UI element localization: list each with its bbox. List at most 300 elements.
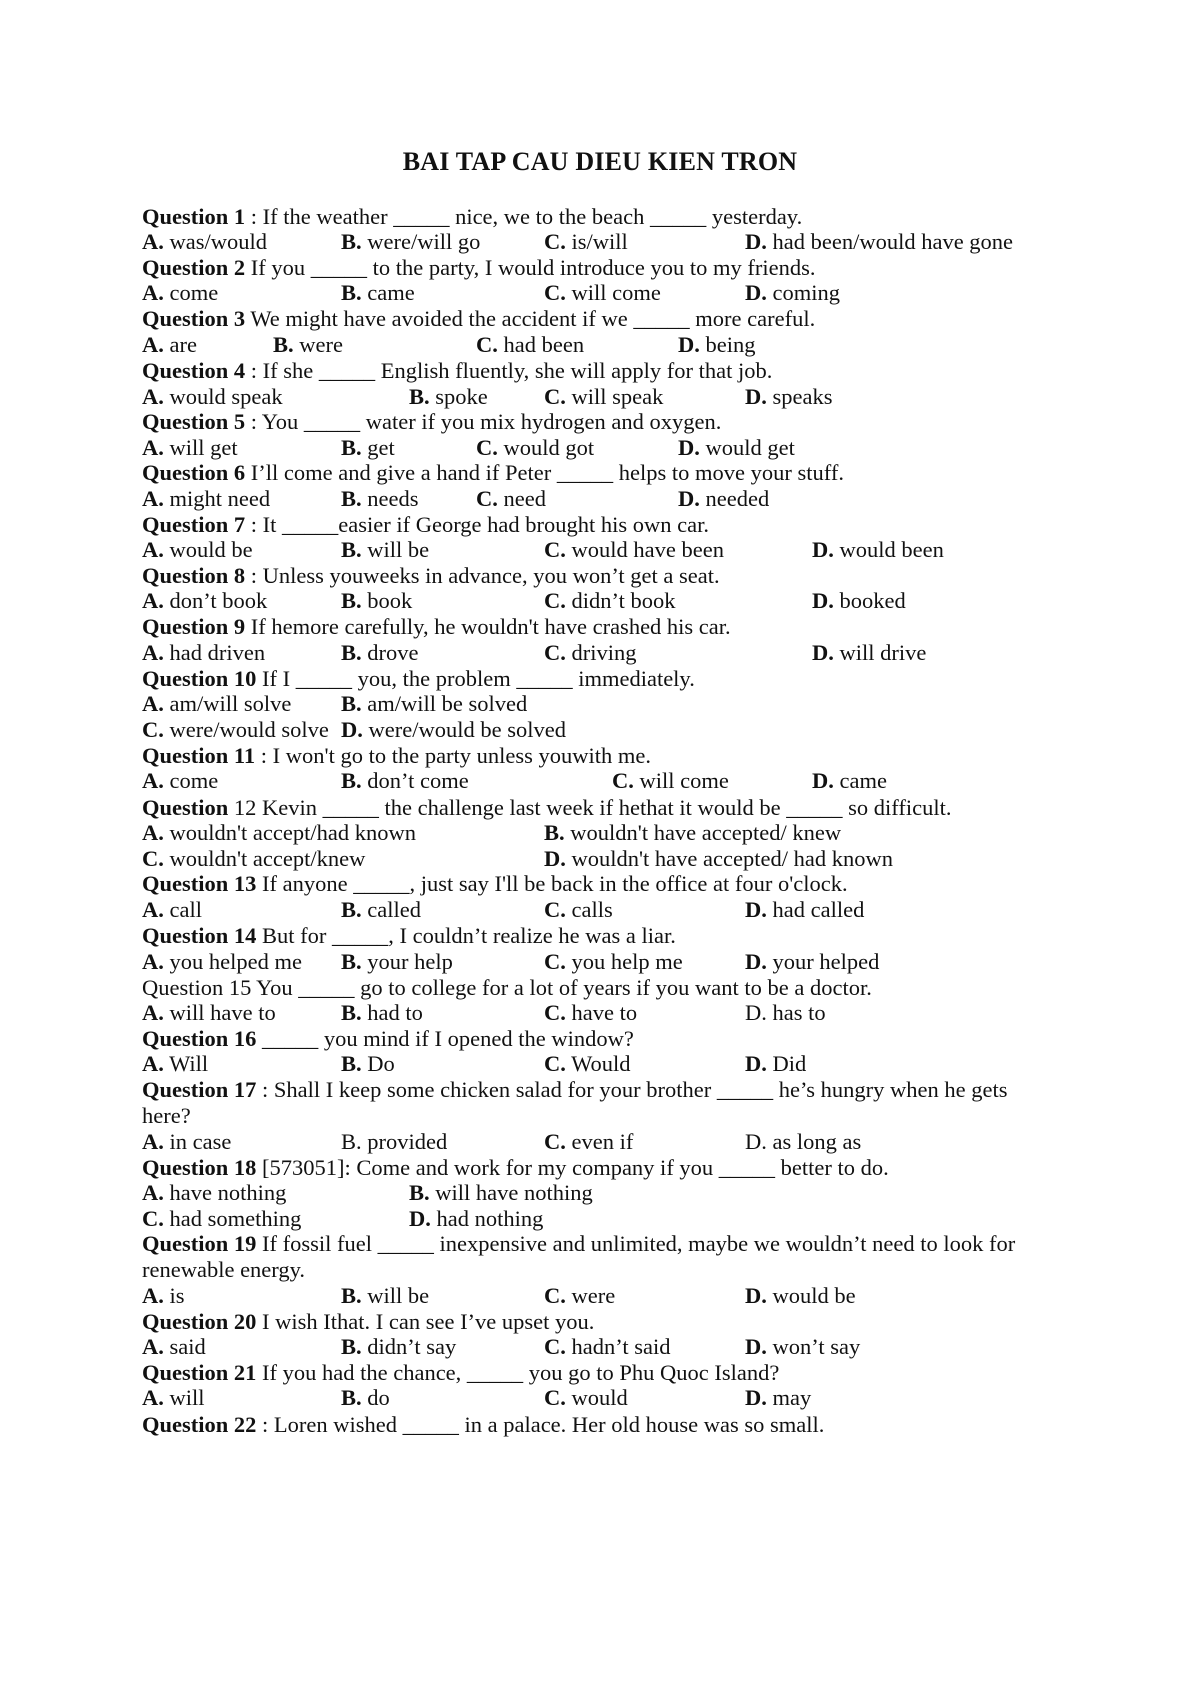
option-letter: A. (142, 486, 164, 511)
answer-option[interactable] (544, 897, 613, 923)
answer-option[interactable] (142, 1051, 208, 1077)
question-label: Question 9 (142, 614, 246, 639)
option-text: spoke (429, 384, 488, 409)
option-letter: B. (341, 897, 362, 922)
option-letter: D. (544, 846, 566, 871)
question-label: Question 8 (142, 563, 246, 588)
question-label: Question (142, 795, 229, 820)
option-letter: D. (745, 229, 767, 254)
option-text: had something (163, 1206, 302, 1231)
option-letter: C. (544, 1000, 566, 1025)
option-text: your helped (766, 949, 880, 974)
answer-option[interactable] (142, 691, 291, 717)
option-letter: C. (544, 1334, 566, 1359)
option-letter: A. (142, 1283, 164, 1308)
option-letter: D. (678, 435, 700, 460)
answer-option[interactable] (341, 1051, 395, 1077)
question-stem (142, 563, 720, 589)
answer-option[interactable] (812, 640, 926, 666)
option-letter: A. (142, 435, 164, 460)
question-stem (142, 975, 872, 1001)
option-text: wouldn't accept/had known (163, 820, 416, 845)
answer-option[interactable] (341, 229, 480, 255)
option-text: had to (361, 1000, 423, 1025)
question-text: : If she _____ English fluently, she will apply for that job. (245, 358, 773, 383)
question-stem (142, 1026, 634, 1052)
option-text: driving (565, 640, 637, 665)
option-text: wouldn't have accepted/ had known (565, 846, 893, 871)
option-text: your help (361, 949, 453, 974)
option-letter: A. (142, 588, 164, 613)
option-text: would speak (163, 384, 283, 409)
option-text: had been/would have gone (766, 229, 1014, 254)
option-text: needed (699, 486, 770, 511)
answer-option[interactable] (142, 280, 218, 306)
option-letter: B. (544, 820, 565, 845)
answer-option[interactable] (812, 588, 906, 614)
question-label: Question 6 (142, 460, 246, 485)
option-letter: D. (745, 1334, 767, 1359)
option-letter: B. (341, 1385, 362, 1410)
question-text: If anyone _____, just say I'll be back in the office at four o'clock. (256, 871, 848, 896)
option-letter: D. (678, 332, 700, 357)
option-text: would be (163, 537, 253, 562)
option-text: would get (699, 435, 795, 460)
option-text: didn’t book (565, 588, 676, 613)
option-letter: D. (678, 486, 700, 511)
question-stem (142, 255, 815, 281)
option-letter: B. (341, 486, 362, 511)
option-text: hadn’t said (565, 1334, 671, 1359)
option-letter: D. (745, 1385, 767, 1410)
option-text: had called (766, 897, 865, 922)
option-text: would have been (565, 537, 724, 562)
option-letter: A. (142, 1129, 164, 1154)
answer-option[interactable] (142, 1000, 276, 1026)
question-text: I’ll come and give a hand if Peter _____ helps to move your stuff. (245, 460, 844, 485)
option-letter: C. (544, 280, 566, 305)
answer-option[interactable] (341, 435, 395, 461)
answer-option[interactable] (745, 1051, 806, 1077)
option-text: will be (361, 537, 430, 562)
option-text: wouldn't have accepted/ knew (564, 820, 842, 845)
answer-option[interactable] (142, 486, 270, 512)
question-label: Question 4 (142, 358, 246, 383)
option-letter: D. (745, 1283, 767, 1308)
answer-option[interactable] (678, 435, 795, 461)
option-letter: B. (341, 691, 362, 716)
question-label: Question 22 (142, 1412, 257, 1437)
answer-option[interactable] (142, 435, 238, 461)
answer-option[interactable] (142, 229, 267, 255)
option-letter: B. (409, 1180, 430, 1205)
answer-option[interactable] (341, 1283, 429, 1309)
option-letter: C. (142, 1206, 164, 1231)
answer-option[interactable] (476, 486, 546, 512)
answer-option[interactable] (142, 1206, 301, 1232)
option-text: would been (833, 537, 944, 562)
question-label: Question 3 (142, 306, 246, 331)
question-number: 12 (228, 795, 257, 820)
option-letter: C. (544, 384, 566, 409)
option-letter: C. (476, 332, 498, 357)
option-letter: D. (812, 537, 834, 562)
option-text: were/would solve (163, 717, 329, 742)
question-text: I wish Ithat. I can see I’ve upset you. (256, 1309, 595, 1334)
option-text: would got (497, 435, 595, 460)
question-stem (142, 358, 772, 384)
answer-option[interactable] (341, 486, 419, 512)
option-letter: A. (142, 1180, 164, 1205)
answer-option[interactable] (544, 640, 637, 666)
option-letter: A. (142, 949, 164, 974)
option-text: am/will be solved (361, 691, 528, 716)
option-text: is/will (565, 229, 628, 254)
answer-option[interactable] (745, 1129, 861, 1155)
answer-option[interactable] (341, 949, 453, 975)
answer-option[interactable] (341, 768, 469, 794)
question-label: Question 17 (142, 1077, 257, 1102)
answer-option[interactable] (142, 1283, 185, 1309)
question-stem (142, 1309, 594, 1335)
option-text: said (163, 1334, 206, 1359)
answer-option[interactable] (745, 1385, 811, 1411)
answer-option[interactable] (142, 768, 218, 794)
option-letter: C. (544, 949, 566, 974)
option-letter: A. (142, 820, 164, 845)
answer-option[interactable] (745, 1334, 860, 1360)
option-text: B. provided (341, 1129, 448, 1154)
option-letter: B. (341, 1283, 362, 1308)
option-text: would (565, 1385, 628, 1410)
option-text: call (163, 897, 202, 922)
option-text: speaks (766, 384, 833, 409)
answer-option[interactable] (341, 1000, 423, 1026)
option-letter: A. (142, 280, 164, 305)
option-letter: A. (142, 384, 164, 409)
question-stem (142, 1231, 1015, 1257)
option-letter: D. (745, 384, 767, 409)
answer-option[interactable] (612, 768, 729, 794)
answer-option[interactable] (341, 897, 421, 923)
option-letter: B. (341, 537, 362, 562)
question-text: Question 15 You _____ go to college for a lot of years if you want to be a doctor. (142, 975, 872, 1000)
option-letter: C. (544, 1129, 566, 1154)
answer-option[interactable] (544, 949, 683, 975)
answer-option[interactable] (678, 486, 769, 512)
answer-option[interactable] (544, 229, 628, 255)
question-stem (142, 1412, 824, 1438)
answer-option[interactable] (341, 537, 429, 563)
answer-option[interactable] (142, 537, 253, 563)
option-letter: C. (544, 1385, 566, 1410)
question-text: : You _____ water if you mix hydrogen and oxygen. (245, 409, 722, 434)
answer-option[interactable] (544, 588, 675, 614)
question-text: : I won't go to the party unless youwith me. (255, 743, 652, 768)
question-text: : Loren wished _____ in a palace. Her old house was so small. (256, 1412, 825, 1437)
answer-option[interactable] (142, 846, 365, 872)
option-text: came (833, 768, 887, 793)
question-label: Question 7 (142, 512, 246, 537)
answer-option[interactable] (745, 384, 833, 410)
option-letter: A. (142, 229, 164, 254)
answer-option[interactable] (409, 384, 488, 410)
option-text: don’t come (361, 768, 469, 793)
question-label: Question 2 (142, 255, 246, 280)
option-letter: B. (341, 1000, 362, 1025)
answer-option[interactable] (273, 332, 343, 358)
answer-option[interactable] (142, 1385, 205, 1411)
question-stem (142, 204, 802, 230)
answer-option[interactable] (544, 846, 893, 872)
answer-option[interactable] (341, 588, 412, 614)
option-text: called (361, 897, 421, 922)
option-text: book (361, 588, 413, 613)
option-letter: A. (142, 537, 164, 562)
answer-option[interactable] (544, 280, 661, 306)
answer-option[interactable] (812, 768, 887, 794)
option-letter: A. (142, 897, 164, 922)
option-letter: C. (544, 537, 566, 562)
option-letter: B. (341, 588, 362, 613)
option-letter: B. (273, 332, 294, 357)
answer-option[interactable] (341, 640, 419, 666)
question-stem (142, 743, 651, 769)
option-letter: C. (612, 768, 634, 793)
option-letter: B. (341, 280, 362, 305)
option-text: D. has to (745, 1000, 826, 1025)
option-letter: C. (544, 588, 566, 613)
answer-option[interactable] (142, 1180, 286, 1206)
question-text: If you had the chance, _____ you go to Phu Quoc Island? (256, 1360, 780, 1385)
question-label: Question 10 (142, 666, 257, 691)
answer-option[interactable] (409, 1206, 543, 1232)
question-continuation: here? (142, 1103, 191, 1128)
answer-option[interactable] (544, 820, 841, 846)
option-text: am/will solve (163, 691, 292, 716)
option-text: were/would be solved (362, 717, 566, 742)
answer-option[interactable] (544, 1334, 670, 1360)
question-stem (142, 306, 815, 332)
question-stem (142, 614, 731, 640)
option-text: had driven (163, 640, 266, 665)
option-text: will (163, 1385, 205, 1410)
question-label: Question 19 (142, 1231, 257, 1256)
answer-option[interactable] (476, 332, 584, 358)
question-text: We might have avoided the accident if we _____ more careful. (245, 306, 816, 331)
question-text: [573051]: Come and work for my company if you _____ better to do. (256, 1155, 889, 1180)
option-letter: D. (409, 1206, 431, 1231)
option-letter: C. (544, 1051, 566, 1076)
answer-option[interactable] (142, 640, 265, 666)
option-text: you help me (565, 949, 683, 974)
option-text: will come (633, 768, 729, 793)
question-stem (142, 795, 951, 821)
option-letter: D. (341, 717, 363, 742)
answer-option[interactable] (142, 897, 202, 923)
question-label: Question 13 (142, 871, 257, 896)
answer-option[interactable] (142, 332, 197, 358)
option-letter: B. (341, 949, 362, 974)
option-letter: C. (544, 640, 566, 665)
option-text: coming (766, 280, 840, 305)
page-title: BAI TAP CAU DIEU KIEN TRON (402, 147, 798, 176)
answer-option[interactable] (544, 1283, 615, 1309)
question-text: If I _____ you, the problem _____ immediately. (256, 666, 695, 691)
answer-option[interactable] (142, 1129, 231, 1155)
question-label: Question 14 (142, 923, 257, 948)
question-stem (142, 409, 721, 435)
answer-option[interactable] (745, 229, 1013, 255)
option-text: is (163, 1283, 185, 1308)
option-text: will have nothing (429, 1180, 593, 1205)
option-text: may (766, 1385, 812, 1410)
answer-option[interactable] (544, 1000, 637, 1026)
option-letter: D. (812, 588, 834, 613)
answer-option[interactable] (142, 588, 267, 614)
option-letter: C. (544, 897, 566, 922)
answer-option[interactable] (341, 280, 415, 306)
option-letter: B. (341, 640, 362, 665)
option-text: are (163, 332, 197, 357)
option-text: will get (163, 435, 238, 460)
question-stem (142, 460, 844, 486)
option-text: drove (361, 640, 419, 665)
option-text: had nothing (430, 1206, 544, 1231)
option-letter: A. (142, 1385, 164, 1410)
answer-option[interactable] (476, 435, 594, 461)
answer-option[interactable] (544, 384, 663, 410)
option-letter: B. (341, 1334, 362, 1359)
option-text: had been (497, 332, 585, 357)
answer-option[interactable] (745, 897, 864, 923)
option-text: even if (565, 1129, 634, 1154)
option-letter: D. (745, 897, 767, 922)
answer-option[interactable] (745, 949, 879, 975)
option-letter: B. (409, 384, 430, 409)
answer-option[interactable] (142, 717, 329, 743)
option-text: wouldn't accept/knew (163, 846, 366, 871)
option-text: Will (163, 1051, 209, 1076)
option-text: was/would (163, 229, 267, 254)
option-letter: C. (142, 717, 164, 742)
question-label: Question 16 (142, 1026, 257, 1051)
answer-option[interactable] (341, 717, 566, 743)
option-text: will drive (833, 640, 927, 665)
option-letter: C. (544, 229, 566, 254)
option-letter: A. (142, 768, 164, 793)
option-text: calls (565, 897, 613, 922)
option-text: might need (163, 486, 271, 511)
question-text: : If the weather _____ nice, we to the beach _____ yesterday. (245, 204, 803, 229)
option-text: will be (361, 1283, 430, 1308)
question-text: Kevin _____ the challenge last week if hethat it would be _____ so difficult. (256, 795, 952, 820)
option-text: will come (565, 280, 661, 305)
answer-option[interactable] (745, 1283, 856, 1309)
option-letter: A. (142, 1000, 164, 1025)
option-text: Would (565, 1051, 631, 1076)
answer-option[interactable] (341, 691, 527, 717)
question-stem (142, 1077, 1007, 1103)
option-text: booked (833, 588, 906, 613)
option-text: came (361, 280, 415, 305)
option-text: will speak (565, 384, 664, 409)
option-text: didn’t say (361, 1334, 457, 1359)
option-letter: D. (745, 280, 767, 305)
option-letter: B. (341, 768, 362, 793)
question-text: : Shall I keep some chicken salad for your brother _____ he’s hungry when he gets (256, 1077, 1008, 1102)
answer-option[interactable] (544, 1051, 631, 1077)
question-stem (142, 1360, 779, 1386)
question-stem (142, 512, 709, 538)
question-text: But for _____, I couldn’t realize he was a liar. (256, 923, 676, 948)
option-letter: A. (142, 691, 164, 716)
question-label: Question 21 (142, 1360, 257, 1385)
answer-option[interactable] (142, 949, 302, 975)
answer-option[interactable] (745, 1000, 826, 1026)
answer-option[interactable] (142, 384, 283, 410)
option-text: needs (361, 486, 419, 511)
answer-option[interactable] (678, 332, 756, 358)
option-text: come (163, 280, 219, 305)
option-text: were (293, 332, 343, 357)
option-text: have to (565, 1000, 638, 1025)
answer-option[interactable] (812, 537, 944, 563)
option-letter: B. (341, 435, 362, 460)
option-letter: A. (142, 332, 164, 357)
option-text: in case (163, 1129, 232, 1154)
option-text: get (361, 435, 395, 460)
option-text: were/will go (361, 229, 481, 254)
question-label: Question 1 (142, 204, 246, 229)
answer-option[interactable] (409, 1180, 593, 1206)
question-continuation: renewable energy. (142, 1257, 306, 1282)
option-letter: C. (544, 1283, 566, 1308)
option-text: Did (766, 1051, 807, 1076)
question-text: If hemore carefully, he wouldn't have crashed his car. (245, 614, 731, 639)
answer-option[interactable] (745, 280, 840, 306)
answer-option[interactable] (341, 1129, 447, 1155)
answer-option[interactable] (544, 1129, 633, 1155)
answer-option[interactable] (544, 537, 724, 563)
option-letter: A. (142, 1051, 164, 1076)
answer-option[interactable] (142, 1334, 206, 1360)
option-text: don’t book (163, 588, 268, 613)
answer-option[interactable] (142, 820, 416, 846)
option-text: come (163, 768, 219, 793)
question-stem (142, 1155, 889, 1181)
option-letter: C. (142, 846, 164, 871)
question-text: If you _____ to the party, I would introduce you to my friends. (245, 255, 816, 280)
option-letter: B. (341, 229, 362, 254)
question-label: Question 11 (142, 743, 256, 768)
option-text: you helped me (163, 949, 302, 974)
option-text: do (361, 1385, 390, 1410)
answer-option[interactable] (341, 1385, 390, 1411)
option-letter: D. (812, 768, 834, 793)
option-letter: D. (745, 949, 767, 974)
option-text: Do (361, 1051, 395, 1076)
option-letter: C. (476, 435, 498, 460)
question-label: Question 20 (142, 1309, 257, 1334)
question-text: If fossil fuel _____ inexpensive and unlimited, maybe we wouldn’t need to look for (256, 1231, 1016, 1256)
question-text: : Unless youweeks in advance, you won’t get a seat. (245, 563, 720, 588)
question-stem (142, 871, 848, 897)
answer-option[interactable] (544, 1385, 628, 1411)
option-letter: B. (341, 1051, 362, 1076)
option-text: would be (766, 1283, 856, 1308)
answer-option[interactable] (341, 1334, 456, 1360)
